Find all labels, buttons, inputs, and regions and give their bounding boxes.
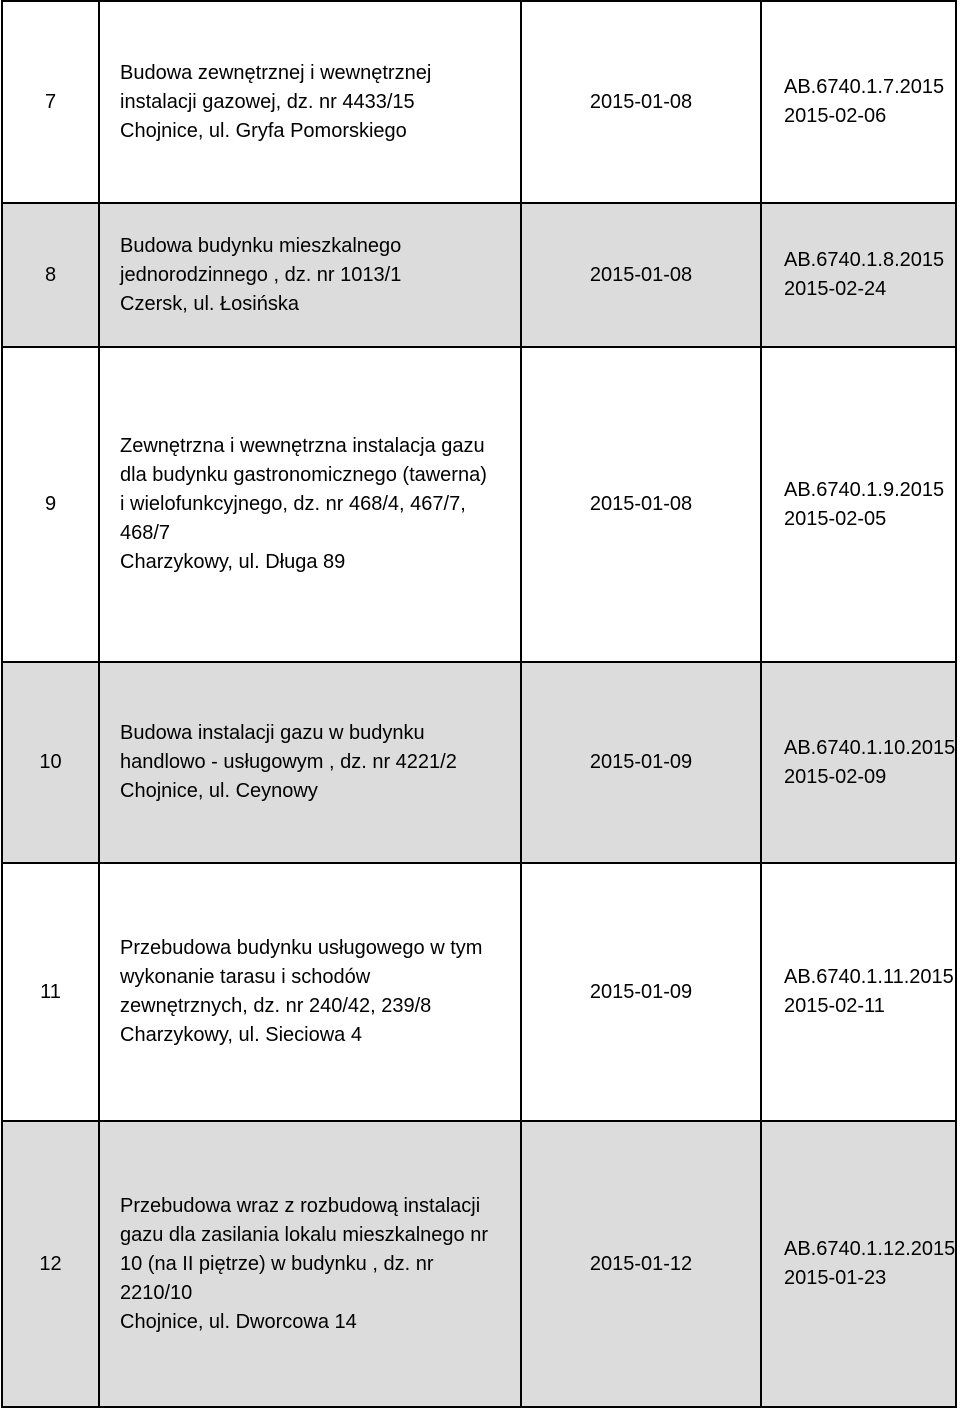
- table-row: [2, 203, 956, 347]
- description-line: instalacji gazowej, dz. nr 4433/15: [120, 90, 415, 113]
- permits-table: [1, 0, 957, 1408]
- table-row: [2, 1121, 956, 1407]
- reference-cell: [761, 662, 956, 863]
- description-line: 2210/10: [120, 1281, 193, 1304]
- row-number: 8: [44, 263, 57, 286]
- description-cell: [99, 203, 521, 347]
- application-date-cell: [521, 203, 761, 347]
- application-date: 2015-01-12: [589, 1252, 693, 1275]
- reference-cell: [761, 347, 956, 662]
- application-date-cell: [521, 347, 761, 662]
- description-line: Chojnice, ul. Ceynowy: [120, 780, 318, 802]
- reference-date: 2015-01-23: [784, 1267, 887, 1289]
- reference-date: 2015-02-11: [784, 995, 885, 1017]
- application-date: 2015-01-09: [589, 980, 693, 1003]
- description-line: wykonanie tarasu i schodów: [120, 966, 371, 988]
- description-line: gazu dla zasilania lokalu mieszkalnego nr: [120, 1223, 488, 1246]
- description-line: zewnętrznych, dz. nr 240/42, 239/8: [120, 995, 432, 1017]
- reference-cell: [761, 863, 956, 1121]
- reference-cell: [761, 1121, 956, 1407]
- description-line: 10 (na II piętrze) w budynku , dz. nr: [120, 1252, 434, 1275]
- table-row: [2, 662, 956, 863]
- description-cell: [99, 863, 521, 1121]
- description-line: i wielofunkcyjnego, dz. nr 468/4, 467/7,: [120, 493, 466, 515]
- row-number-cell: [2, 203, 99, 347]
- row-number: 9: [44, 493, 57, 515]
- table-row: [2, 1, 956, 203]
- row-number-cell: [2, 347, 99, 662]
- description-cell: [99, 662, 521, 863]
- application-date: 2015-01-09: [589, 751, 693, 773]
- application-date: 2015-01-08: [589, 493, 693, 515]
- description-line: dla budynku gastronomicznego (tawerna): [120, 464, 487, 486]
- application-date-cell: [521, 1, 761, 203]
- reference-date: 2015-02-05: [784, 507, 887, 530]
- table-row: [2, 863, 956, 1121]
- reference-date: 2015-02-09: [784, 765, 887, 788]
- table-row: [2, 347, 956, 662]
- description-line: Przebudowa wraz z rozbudową instalacji: [120, 1194, 481, 1217]
- description-line: Charzykowy, ul. Długa 89: [120, 551, 346, 573]
- reference-number: AB.6740.1.8.2015: [784, 249, 945, 271]
- description-line: Budowa zewnętrznej i wewnętrznej: [120, 61, 432, 84]
- description-cell: [99, 1121, 521, 1407]
- description-line: Chojnice, ul. Gryfa Pomorskiego: [120, 119, 407, 142]
- reference-cell: [761, 203, 956, 347]
- reference-number: AB.6740.1.10.2015: [784, 736, 956, 759]
- reference-date: 2015-02-06: [784, 105, 887, 127]
- reference-number: AB.6740.1.12.2015: [784, 1238, 956, 1260]
- description-line: 468/7: [120, 522, 171, 544]
- description-cell: [99, 1, 521, 203]
- row-number-cell: [2, 863, 99, 1121]
- description-line: Zewnętrzna i wewnętrzna instalacja gazu: [120, 435, 485, 457]
- description-line: Czersk, ul. Łosińska: [120, 292, 299, 315]
- description-line: handlowo - usługowym , dz. nr 4221/2: [120, 751, 457, 773]
- row-number-cell: [2, 1, 99, 203]
- row-number: 7: [44, 90, 57, 113]
- row-number-cell: [2, 662, 99, 863]
- reference-number: AB.6740.1.7.2015: [784, 76, 945, 98]
- application-date-cell: [521, 662, 761, 863]
- row-number-cell: [2, 1121, 99, 1407]
- application-date: 2015-01-08: [589, 90, 693, 113]
- row-number: 10: [39, 751, 62, 773]
- application-date: 2015-01-08: [589, 263, 693, 286]
- description-line: Budowa instalacji gazu w budynku: [120, 722, 425, 744]
- row-number: 11: [40, 980, 61, 1003]
- reference-number: AB.6740.1.11.2015: [784, 966, 954, 988]
- description-line: jednorodzinnego , dz. nr 1013/1: [120, 263, 402, 286]
- description-line: Budowa budynku mieszkalnego: [120, 234, 402, 257]
- application-date-cell: [521, 1121, 761, 1407]
- reference-cell: [761, 1, 956, 203]
- description-cell: [99, 347, 521, 662]
- description-line: Charzykowy, ul. Sieciowa 4: [120, 1024, 362, 1046]
- description-line: Chojnice, ul. Dworcowa 14: [120, 1310, 357, 1333]
- reference-date: 2015-02-24: [784, 278, 887, 300]
- reference-number: AB.6740.1.9.2015: [784, 478, 945, 501]
- row-number: 12: [39, 1252, 62, 1275]
- description-line: Przebudowa budynku usługowego w tym: [120, 937, 483, 959]
- application-date-cell: [521, 863, 761, 1121]
